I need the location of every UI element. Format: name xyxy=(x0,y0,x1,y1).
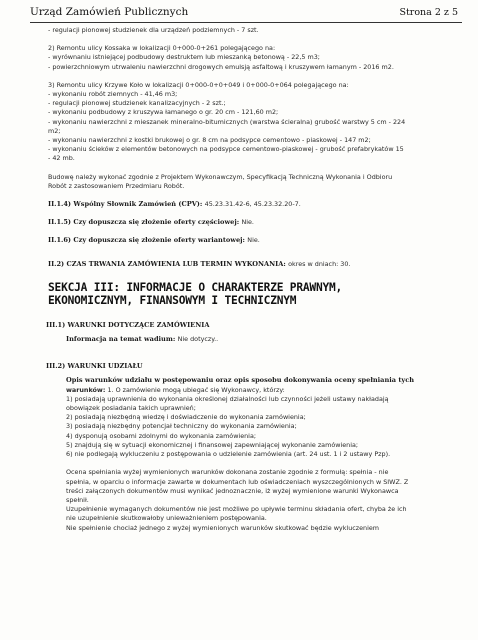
text-line: - wykonaniu nawierzchni z kostki brukowej o gr. 8 cm na podsypce cementowo - piaskowej - 147 m2; xyxy=(48,136,371,145)
text-line xyxy=(66,459,458,468)
text-line: m2; xyxy=(48,126,61,135)
section-label: II.1.4) Wspólny Słownik Zamówień (CPV): xyxy=(48,200,203,209)
header-divider xyxy=(30,22,462,23)
header-page-number: Strona 2 z 5 xyxy=(399,7,458,18)
conditions-title: Opis warunków udziału w postępowaniu oraz opis sposobu dokonywania oceny spełniania tych xyxy=(66,376,415,385)
text-line: 3) Remontu ulicy Krzywe Koło w lokalizacji 0+000-0+0+049 i 0+000-0+064 polegającego na: xyxy=(48,80,349,89)
text-line: Uzupełnienie wymaganych dokumentów nie jest możliwe po upływie terminu składania ofert, chyba że ich xyxy=(66,505,407,514)
section-label: II.1.5) Czy dopuszcza się złożenie oferty częściowej: xyxy=(48,218,240,227)
conditions-title-end: warunków: xyxy=(66,385,106,394)
deposit-value: Nie dotyczy.. xyxy=(177,335,219,344)
text-line: 3) posiadają niezbędny potencjał techniczny do wykonania zamówienia; xyxy=(66,422,297,431)
deposit-label: Informacja na temat wadium: xyxy=(66,335,176,344)
text-line: Ocena spełniania wyżej wymienionych warunków dokonana zostanie zgodnie z formułą: spełnia - nie xyxy=(66,468,389,477)
text-line: - wykonaniu ścieków z elementów betonowych na podsypce cementowo-piaskowej - grubość prefabrykatów 15 xyxy=(48,145,404,154)
section-ii-1-4 xyxy=(48,200,458,209)
scope-of-works xyxy=(48,26,458,191)
text-line: nie uzupełnienie skutkowałoby unieważnieniem postępowania. xyxy=(66,514,267,523)
text-line xyxy=(48,72,458,81)
section-iii-heading-line1: SEKCJA III: INFORMACJE O CHARAKTERZE PRAWNYM, xyxy=(48,280,343,294)
text-line: - wykonaniu robót ziemnych - 41,46 m3; xyxy=(48,90,178,99)
text-line: - 42 mb. xyxy=(48,154,75,163)
conditions-list xyxy=(66,395,458,533)
participation-conditions xyxy=(66,376,458,532)
text-line: - regulacji pionowej studzienek kanalizacyjnych - 2 szt.; xyxy=(48,99,226,108)
section-iii-2-heading: III.2) WARUNKI UDZIAŁU xyxy=(46,362,143,371)
text-line: - powierzchniowym utrwaleniu nawierzchni drogowych emulsją asfaltową i kruszywem łamanym - 2016 m2. xyxy=(48,62,394,71)
section-value: okres w dniach: 30. xyxy=(288,259,351,268)
text-line: - wykonaniu nawierzchni z mieszanek mineralno-bitumicznych (warstwa ścieralna) grubość warstwy 5 cm - 224 xyxy=(48,117,406,126)
section-value: 45.23.31.42-6, 45.23.32.20-7. xyxy=(204,200,301,209)
text-line: Budowę należy wykonać zgodnie z Projektem Wykonawczym, Specyfikacją Techniczną Wykonania i Odbioru xyxy=(48,172,393,181)
text-line xyxy=(48,164,458,173)
text-line: Robót z zastosowaniem Przedmiaru Robót. xyxy=(48,181,185,190)
text-line: 1) posiadają uprawnienia do wykonania określonej działalności lub czynności jeżeli ustawy nakładają xyxy=(66,394,389,403)
text-line: 4) dysponują osobami zdolnymi do wykonania zamówienia; xyxy=(66,431,257,440)
section-iii-heading xyxy=(48,281,458,307)
text-line: - regulacji pionowej studzienek dla urządzeń podziemnych - 7 szt. xyxy=(48,26,259,34)
section-ii-1-6 xyxy=(48,236,458,245)
text-line: treści załączonych dokumentów musi wynikać jednoznacznie, iż wyżej wymienione warunki Wykonawca xyxy=(66,486,399,495)
conditions-intro-text: 1. O zamówienie mogą ubiegać się Wykonawcy, którzy: xyxy=(107,385,285,394)
text-line: Nie spełnienie chociaż jednego z wyżej wymienionych warunków skutkować będzie wykluczeniem xyxy=(66,523,380,532)
text-line: obowiązek posiadania takich uprawnień; xyxy=(66,404,196,413)
text-line xyxy=(48,35,458,44)
deposit-info xyxy=(66,335,458,344)
text-line: spełnił. xyxy=(66,495,89,504)
text-line: 6) nie podlegają wykluczeniu z postępowania o udzielenie zamówienia (art. 24 ust. 1 i 2 ustawy Pzp). xyxy=(66,450,391,459)
text-line: 2) Remontu ulicy Kossaka w lokalizacji 0+000-0+261 polegającego na: xyxy=(48,44,276,53)
section-value: Nie. xyxy=(241,218,254,227)
document-body xyxy=(48,26,458,533)
header-organization: Urząd Zamówień Publicznych xyxy=(30,6,189,18)
section-ii-2 xyxy=(48,260,458,269)
section-label: II.1.6) Czy dopuszcza się złożenie oferty wariantowej: xyxy=(48,236,245,245)
section-value: Nie. xyxy=(247,236,260,245)
text-line: - wykonaniu podbudowy z kruszywa łamanego o gr. 20 cm - 121,60 m2; xyxy=(48,108,279,117)
conditions-intro xyxy=(66,386,458,395)
text-line: - wyrównaniu istniejącej podbudowy destruktem lub mieszanką betonową - 22,5 m3; xyxy=(48,53,320,62)
section-label: II.2) CZAS TRWANIA ZAMÓWIENIA LUB TERMIN WYKONANIA: xyxy=(48,259,286,268)
section-ii-1-5 xyxy=(48,218,458,227)
text-line: 2) posiadają niezbędną wiedzę i doświadczenie do wykonania zamówienia; xyxy=(66,413,306,422)
section-iii-heading-line2: EKONOMICZNYM, FINANSOWYM I TECHNICZNYM xyxy=(48,293,297,307)
text-line: 5) znajdują się w sytuacji ekonomicznej i finansowej zapewniającej wykonanie zamówienia; xyxy=(66,440,359,449)
text-line: spełnia, w oparciu o informacje zawarte w dokumentach lub oświadczeniach wyszczególnionych w SIWZ. Z xyxy=(66,477,409,486)
section-iii-1-heading: III.1) WARUNKI DOTYCZĄCE ZAMÓWIENIA xyxy=(46,320,210,329)
